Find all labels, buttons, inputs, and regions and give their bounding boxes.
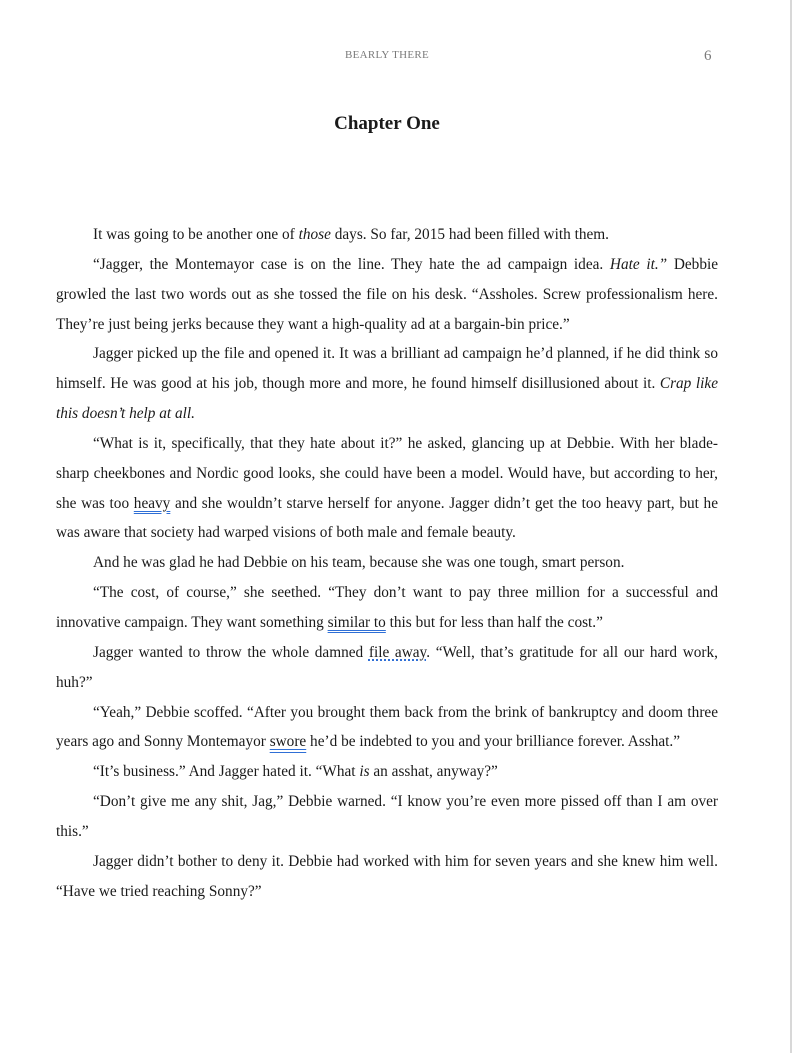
body-paragraph [56, 757, 718, 787]
page-number: 6 [704, 48, 712, 64]
body-paragraph [56, 638, 718, 698]
body-paragraph [56, 787, 718, 847]
text-run: this but for less than half the cost.” [385, 613, 603, 631]
body-paragraph [56, 698, 718, 758]
text-run: and she wouldn’t starve herself for anyone. Jagger didn’t get the too heavy part, but he was aware that society had warped visions of both male and female beauty. [56, 494, 718, 542]
text-run: Debbie growled the last two words out as she tossed the file on his desk. “Assholes. Screw professionalism here. They’re just being jerks because they want a high-quality ad at a bargain-bin price.” [56, 255, 719, 333]
grammar-suggestion-underline[interactable]: similar to [327, 613, 386, 631]
text-run: “Jagger, the Montemayor case is on the line. They hate the ad campaign idea. [93, 255, 610, 273]
text-run: “What is it, specifically, that they hate about it?” he asked, glancing up at Debbie. With her blade-sharp cheekbones and Nordic good looks, she could have been a model. Would have, but according to her, she was too [56, 434, 718, 512]
text-run: “The cost, of course,” she seethed. “They don’t want to pay three million for a successful and innovative campaign. They want something [56, 584, 718, 631]
running-header: BEARLY THERE [344, 49, 430, 61]
grammar-suggestion-underline[interactable]: heavy [133, 494, 171, 512]
body-paragraph [56, 847, 718, 907]
italic-text: Hate it.” [609, 255, 668, 273]
text-run: . “Well, that’s gratitude for all our hard work, huh?” [56, 643, 718, 691]
grammar-suggestion-underline[interactable]: swore [269, 733, 307, 751]
text-run: And he was glad he had Debbie on his team, because she was one tough, smart person. [93, 554, 625, 572]
body-paragraph [56, 339, 718, 429]
italic-text: those [298, 226, 331, 243]
text-run: “Don’t give me any shit, Jag,” Debbie warned. “I know you’re even more pissed off than I am over this.” [56, 793, 718, 840]
chapter-title: Chapter One [334, 113, 440, 134]
body-paragraph [56, 578, 718, 638]
text-run: Jagger wanted to throw the whole damned [93, 643, 369, 661]
body-paragraph [56, 220, 718, 250]
text-run: Jagger didn’t bother to deny it. Debbie had worked with him for seven years and she knew him well. “Have we tried reaching Sonny?” [56, 852, 718, 900]
text-run: “It’s business.” And Jagger hated it. “What [93, 763, 360, 781]
text-run: he’d be indebted to you and your brilliance forever. Asshat.” [306, 733, 681, 751]
text-run: “Yeah,” Debbie scoffed. “After you brought them back from the brink of bankruptcy and doom three years ago and Sonny Montemayor [56, 703, 718, 751]
style-suggestion-underline[interactable]: file away [368, 643, 427, 661]
italic-text: Crap like this doesn’t help at all. [56, 375, 718, 423]
body-paragraph [56, 429, 718, 548]
text-run: It was going to be another one of [93, 226, 299, 243]
body-text [56, 220, 718, 906]
italic-text: is [359, 763, 370, 781]
body-paragraph [56, 548, 718, 578]
text-run: an asshat, anyway?” [369, 763, 498, 781]
body-paragraph [56, 250, 718, 340]
text-run: Jagger picked up the file and opened it. It was a brilliant ad campaign he’d planned, if he did think so himself. He was good at his job, though more and more, he found himself disillusioned about it. [56, 345, 718, 393]
text-run: days. So far, 2015 had been filled with them. [330, 226, 609, 243]
